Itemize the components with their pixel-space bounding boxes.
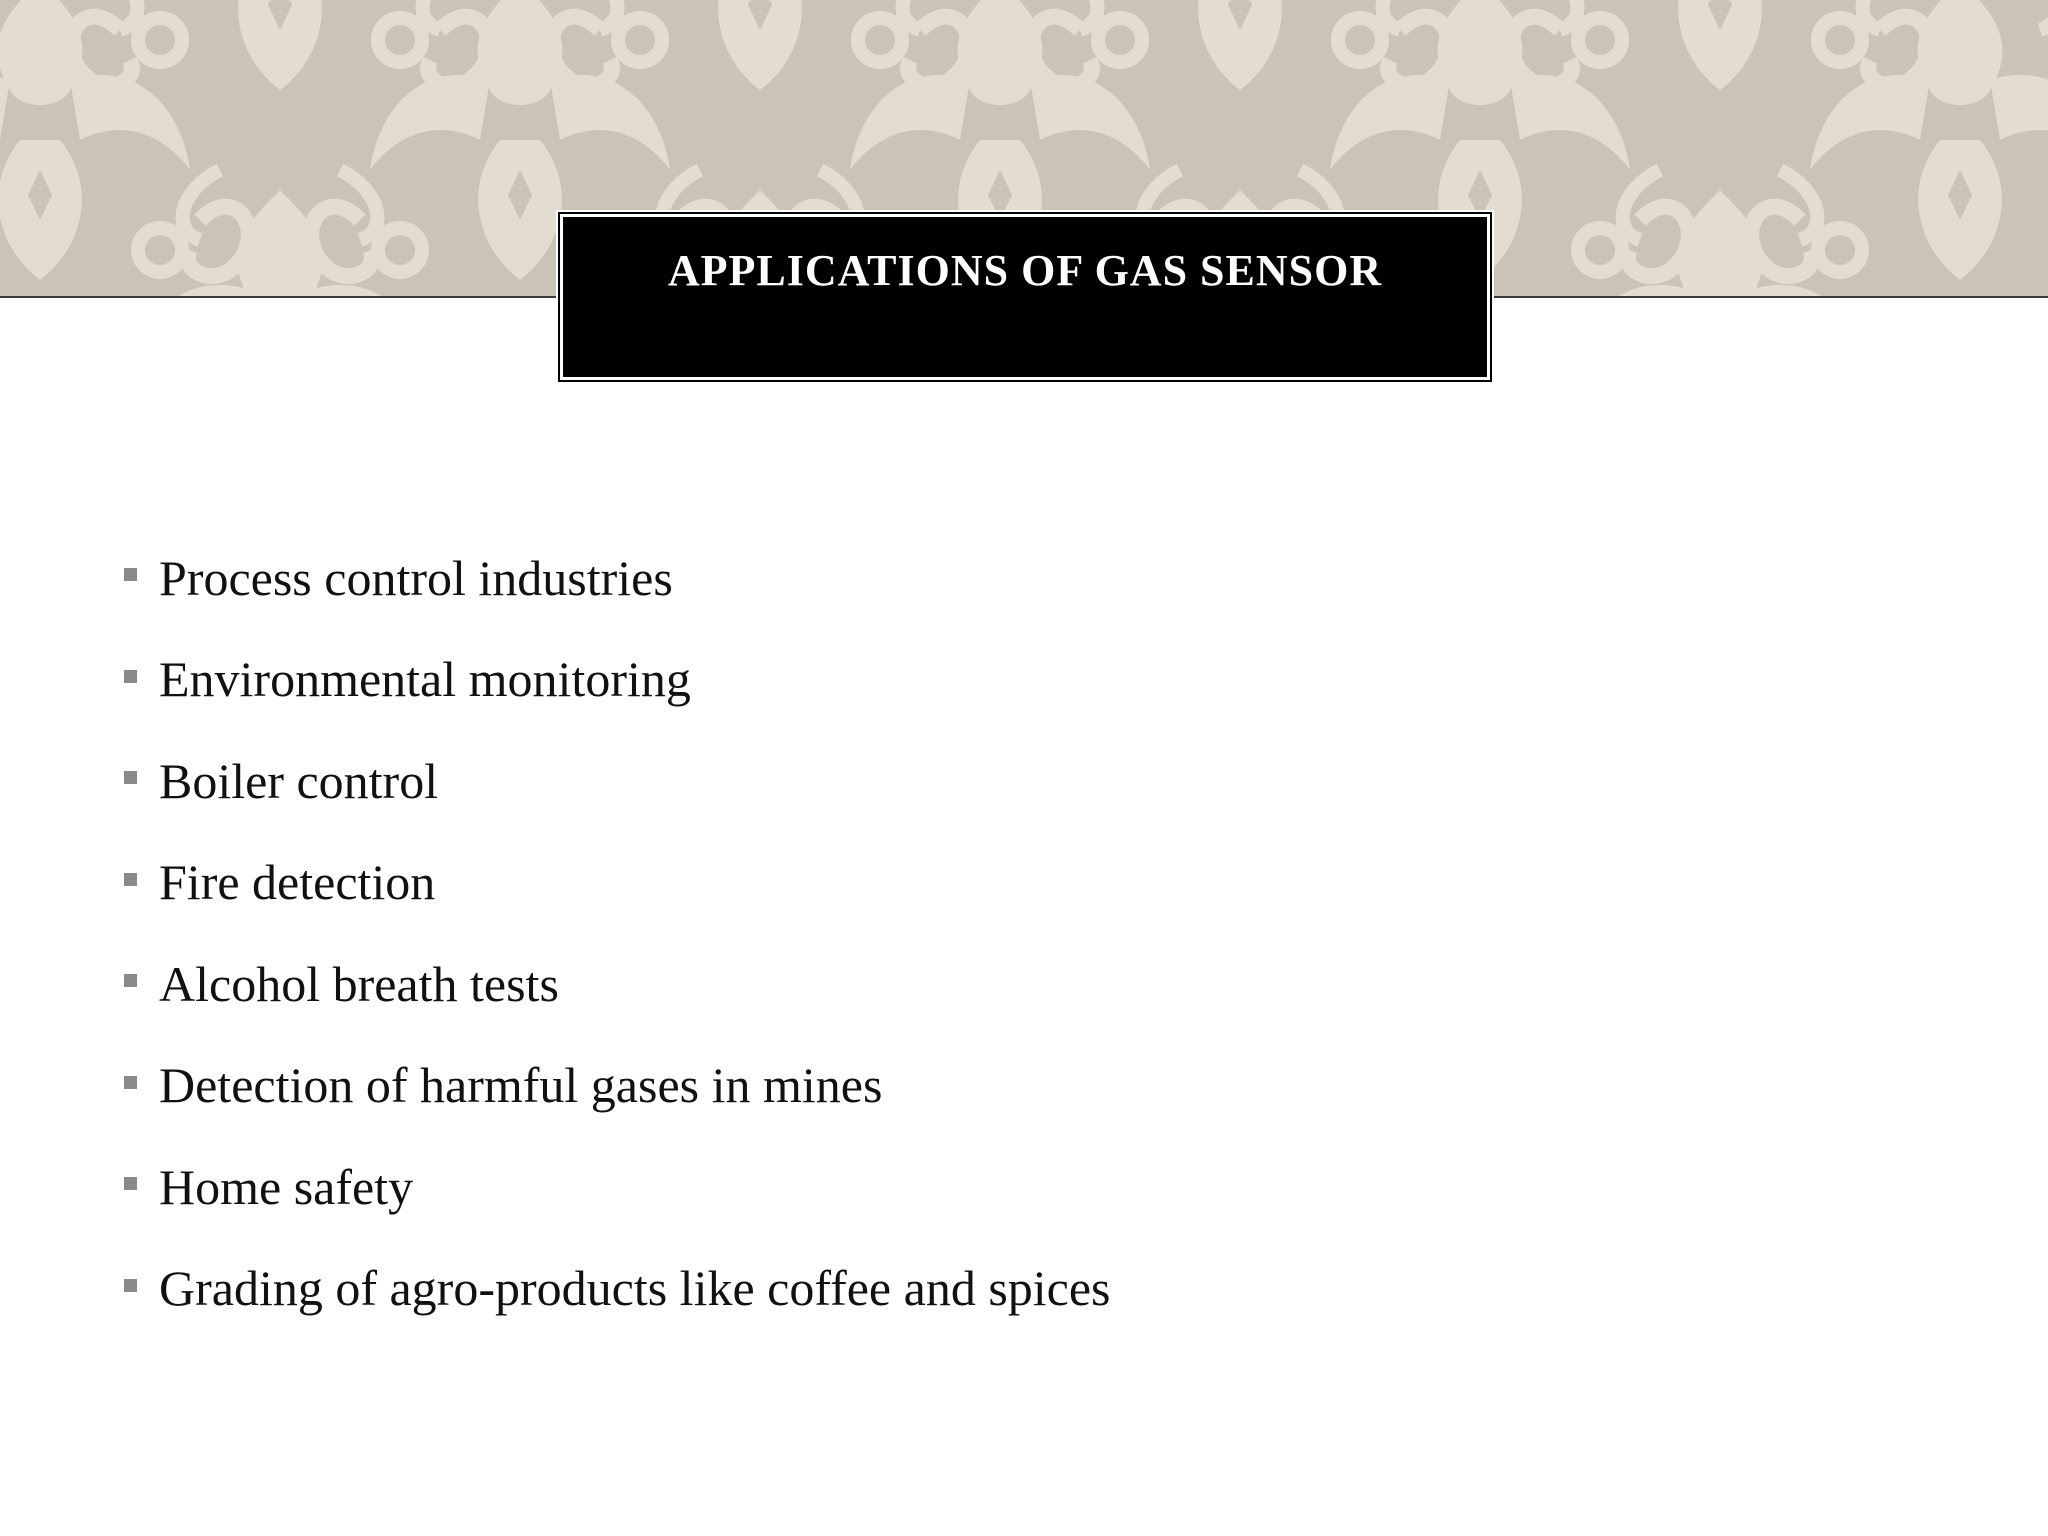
list-item [124, 1035, 1824, 1137]
list-item [124, 1238, 1824, 1340]
square-bullet-icon [124, 873, 137, 886]
square-bullet-icon [124, 670, 137, 683]
square-bullet-icon [124, 1076, 137, 1089]
list-item [124, 832, 1824, 934]
list-item-text: Grading of agro-products like coffee and spices [159, 1260, 1111, 1317]
list-item-text: Alcohol breath tests [159, 955, 559, 1012]
square-bullet-icon [124, 1279, 137, 1292]
square-bullet-icon [124, 771, 137, 784]
square-bullet-icon [124, 568, 137, 581]
list-item-text: Detection of harmful gases in mines [159, 1057, 883, 1114]
list-item [124, 527, 1824, 629]
list-item-text: Boiler control [159, 752, 439, 809]
list-item-text: Process control industries [159, 549, 673, 606]
list-item-text: Fire detection [159, 854, 436, 911]
square-bullet-icon [124, 1177, 137, 1190]
title-panel [560, 214, 1490, 380]
list-item-text: Environmental monitoring [159, 651, 691, 708]
list-item [124, 1136, 1824, 1238]
list-item-text: Home safety [159, 1158, 414, 1215]
bullet-list [124, 527, 1824, 1339]
slide-title: APPLICATIONS OF GAS SENSOR [667, 246, 1383, 295]
list-item [124, 933, 1824, 1035]
title-box [556, 210, 1494, 384]
list-item [124, 629, 1824, 731]
square-bullet-icon [124, 974, 137, 987]
list-item [124, 730, 1824, 832]
